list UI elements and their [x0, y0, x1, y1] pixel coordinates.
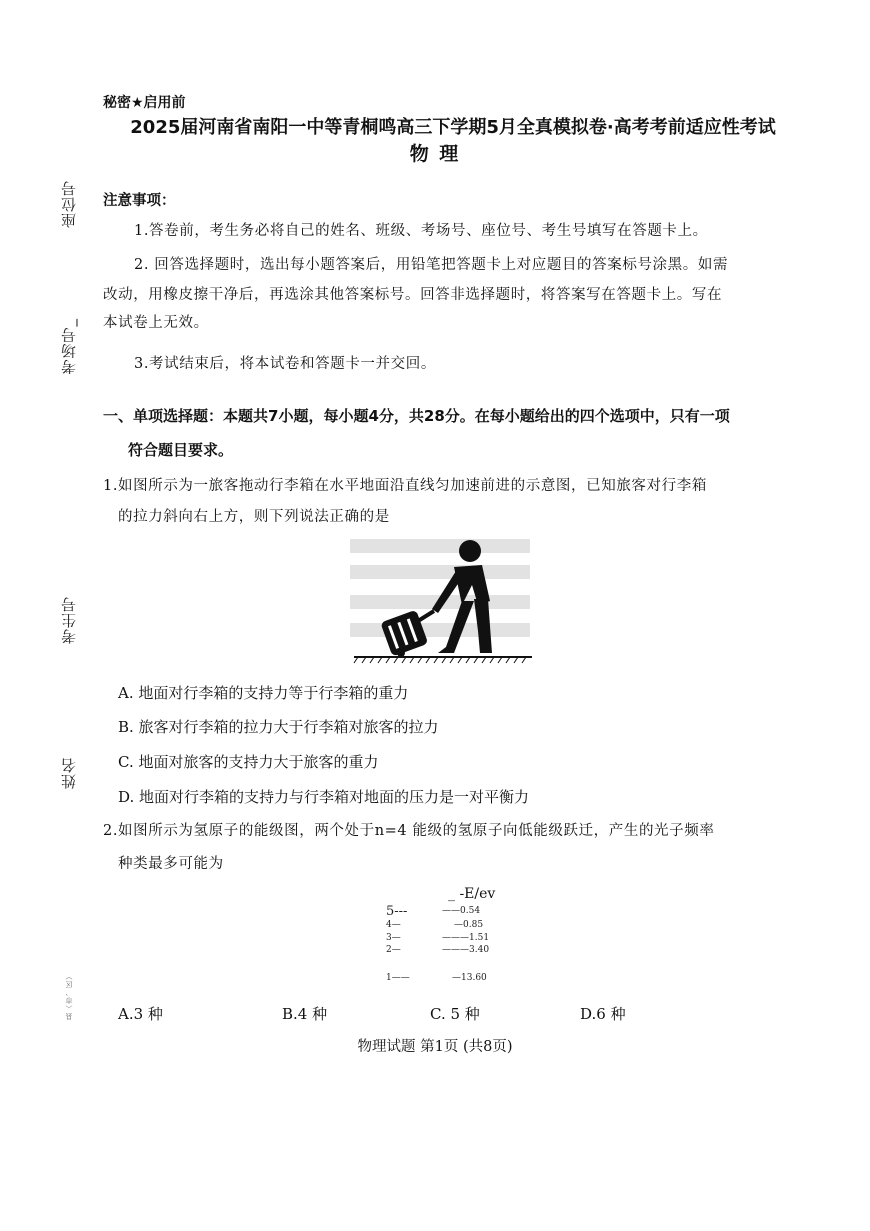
name-label: 姓名	[60, 757, 78, 789]
q1-option-d: D. 地面对行李箱的支持力与行李箱对地面的压力是一对平衡力	[118, 788, 530, 806]
level-3-energy: ———1.51	[442, 933, 490, 943]
exam-title: 2025届河南省南阳一中等青桐鸣高三下学期5月全真模拟卷·高考考前适应性考试	[130, 117, 776, 138]
level-3-n: 3—	[386, 933, 401, 943]
q1-stem-line-2: 的拉力斜向右上方，则下列说法正确的是	[118, 509, 390, 525]
student-id-label: 考生号	[60, 596, 78, 644]
notice-item-3: 3.考试结束后，将本试卷和答题卡一并交回。	[134, 356, 436, 372]
notice-item-2-line-1: 2. 回答选择题时，选出每小题答案后，用铅笔把答题卡上对应题目的答案标号涂黑。如需	[134, 257, 729, 273]
q2-option-c: C. 5 种	[430, 1005, 480, 1023]
level-1-energy: —13.60	[452, 973, 487, 983]
district-label: 县（市、区）	[65, 972, 73, 1020]
secret-mark: 秘密★启用前	[103, 95, 186, 111]
section-1-heading: 一、单项选择题：本题共7小题，每小题4分，共28分。在每小题给出的四个选项中，只有一项	[103, 407, 730, 425]
subject-title: 物 理	[409, 143, 461, 165]
q1-option-c: C. 地面对旅客的支持力大于旅客的重力	[118, 753, 379, 771]
traveler-suitcase-figure	[350, 535, 535, 665]
q2-stem-line-2: 种类最多可能为	[118, 856, 224, 872]
q2-option-a: A.3 种	[118, 1005, 163, 1023]
q1-stem-line-1: 1.如图所示为一旅客拖动行李箱在水平地面沿直线匀加速前进的示意图，已知旅客对行李箱	[103, 478, 707, 494]
level-4-energy: —0.85	[454, 920, 484, 930]
q1-option-b: B. 旅客对行李箱的拉力大于行李箱对旅客的拉力	[118, 718, 439, 736]
q2-option-b: B.4 种	[282, 1005, 328, 1023]
exam-room-label: 考场号_	[60, 318, 78, 375]
notice-heading: 注意事项：	[103, 193, 176, 209]
notice-item-1: 1.答卷前，考生务必将自己的姓名、班级、考场号、座位号、考生号填写在答题卡上。	[134, 223, 708, 239]
notice-item-2-line-2: 改动，用橡皮擦干净后，再选涂其他答案标号。回答非选择题时，将答案写在答题卡上。写在	[103, 287, 723, 303]
level-4-n: 4—	[386, 920, 401, 930]
energy-axis-label: _ -E/ev	[448, 886, 496, 902]
q2-option-d: D.6 种	[580, 1005, 626, 1023]
level-5-energy: ——0.54	[442, 906, 481, 916]
level-5-n: 5---	[386, 904, 408, 919]
q1-option-a: A. 地面对行李箱的支持力等于行李箱的重力	[118, 684, 409, 702]
page-footer: 物理试题 第1页 (共8页)	[357, 1039, 513, 1055]
section-1-heading-cont: 符合题目要求。	[128, 441, 234, 459]
level-2-n: 2—	[386, 945, 401, 955]
seat-number-label: 座位号	[60, 180, 78, 228]
notice-item-2-line-3: 本试卷上无效。	[103, 315, 209, 331]
level-2-energy: ———3.40	[442, 945, 490, 955]
level-1-n: 1——	[386, 973, 410, 983]
q2-stem-line-1: 2.如图所示为氢原子的能级图，两个处于n=4 能级的氢原子向低能级跃迁，产生的光子频率	[103, 823, 715, 839]
